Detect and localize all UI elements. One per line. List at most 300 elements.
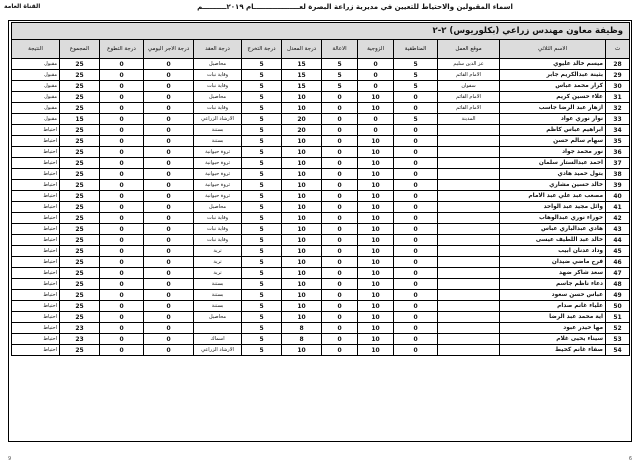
cell-contract: ثروة حيوانية — [194, 191, 242, 202]
cell-dep: 0 — [322, 114, 358, 125]
cell-total: 25 — [60, 169, 100, 180]
channel-label: القناة العامة — [4, 3, 41, 10]
cell-name: خالد عبد اللطيف عيسى — [500, 235, 606, 246]
column-header: موقع العمل — [438, 40, 500, 59]
cell-vol: 0 — [100, 334, 144, 345]
cell-daily: 0 — [144, 268, 194, 279]
cell-total: 25 — [60, 213, 100, 224]
table-row — [12, 147, 630, 158]
cell-grad: 5 — [242, 323, 282, 334]
cell-contract: محاصيل — [194, 92, 242, 103]
cell-n: 45 — [606, 246, 630, 257]
cell-dep: 0 — [322, 202, 358, 213]
cell-contract: ثروة حيوانية — [194, 169, 242, 180]
cell-daily: 0 — [144, 202, 194, 213]
cell-grad: 5 — [242, 224, 282, 235]
cell-avg: 20 — [282, 114, 322, 125]
cell-grad: 5 — [242, 81, 282, 92]
cell-vol: 0 — [100, 290, 144, 301]
cell-result: احتياط — [12, 268, 60, 279]
cell-contract: محاصيل — [194, 312, 242, 323]
cell-daily: 0 — [144, 312, 194, 323]
cell-reg: 0 — [394, 334, 438, 345]
cell-vol: 0 — [100, 70, 144, 81]
cell-contract: تربة — [194, 246, 242, 257]
cell-total: 15 — [60, 114, 100, 125]
cell-result: مقبول — [12, 70, 60, 81]
table-row — [12, 334, 630, 345]
cell-avg: 15 — [282, 81, 322, 92]
cell-site — [438, 345, 500, 356]
table-row — [12, 59, 630, 70]
cell-avg: 10 — [282, 103, 322, 114]
cell-total: 25 — [60, 59, 100, 70]
cell-dep: 0 — [322, 92, 358, 103]
cell-dep: 0 — [322, 334, 358, 345]
cell-contract: ثروة حيوانية — [194, 147, 242, 158]
cell-result: احتياط — [12, 235, 60, 246]
cell-result: احتياط — [12, 301, 60, 312]
cell-result: احتياط — [12, 279, 60, 290]
cell-vol: 0 — [100, 59, 144, 70]
cell-n: 46 — [606, 257, 630, 268]
cell-result: احتياط — [12, 136, 60, 147]
cell-reg: 0 — [394, 290, 438, 301]
cell-n: 47 — [606, 268, 630, 279]
cell-n: 51 — [606, 312, 630, 323]
cell-result: احتياط — [12, 158, 60, 169]
cell-name: ازهار عبد الرضا جاسب — [500, 103, 606, 114]
table-row — [12, 246, 630, 257]
cell-grad: 5 — [242, 290, 282, 301]
table-row — [12, 312, 630, 323]
cell-total: 25 — [60, 180, 100, 191]
cell-site: الامام القائم — [438, 103, 500, 114]
cell-site — [438, 312, 500, 323]
cell-mar: 10 — [358, 257, 394, 268]
cell-vol: 0 — [100, 224, 144, 235]
cell-n: 30 — [606, 81, 630, 92]
cell-avg: 10 — [282, 92, 322, 103]
cell-avg: 15 — [282, 70, 322, 81]
cell-vol: 0 — [100, 345, 144, 356]
cell-total: 25 — [60, 257, 100, 268]
cell-reg: 0 — [394, 136, 438, 147]
cell-reg: 5 — [394, 114, 438, 125]
cell-avg: 10 — [282, 268, 322, 279]
cell-grad: 5 — [242, 136, 282, 147]
cell-site — [438, 279, 500, 290]
cell-n: 40 — [606, 191, 630, 202]
cell-reg: 0 — [394, 224, 438, 235]
cell-total: 25 — [60, 136, 100, 147]
cell-name: سهام سالم حسن — [500, 136, 606, 147]
cell-total: 23 — [60, 334, 100, 345]
cell-reg: 0 — [394, 235, 438, 246]
cell-grad: 5 — [242, 59, 282, 70]
cell-vol: 0 — [100, 213, 144, 224]
cell-site — [438, 191, 500, 202]
cell-avg: 10 — [282, 279, 322, 290]
cell-result: احتياط — [12, 180, 60, 191]
cell-mar: 10 — [358, 334, 394, 345]
cell-total: 25 — [60, 81, 100, 92]
cell-result: احتياط — [12, 345, 60, 356]
cell-reg: 5 — [394, 70, 438, 81]
cell-grad: 5 — [242, 169, 282, 180]
cell-contract: بستنة — [194, 290, 242, 301]
cell-contract: وقاية نبات — [194, 224, 242, 235]
table-row — [12, 169, 630, 180]
cell-total: 25 — [60, 268, 100, 279]
cell-contract: وقاية نبات — [194, 70, 242, 81]
table-row — [12, 103, 630, 114]
cell-mar: 10 — [358, 213, 394, 224]
cell-avg: 10 — [282, 224, 322, 235]
table-row — [12, 224, 630, 235]
page-header — [0, 3, 640, 15]
cell-vol: 0 — [100, 202, 144, 213]
cell-name: خالد حسين مشاري — [500, 180, 606, 191]
column-header: درجة التخرج — [242, 40, 282, 59]
column-header: درجة العقد — [194, 40, 242, 59]
column-headers — [12, 40, 630, 59]
table-row — [12, 191, 630, 202]
cell-grad: 5 — [242, 103, 282, 114]
table-row — [12, 81, 630, 92]
cell-name: احمد عبدالستار سلمان — [500, 158, 606, 169]
cell-reg: 0 — [394, 202, 438, 213]
cell-avg: 10 — [282, 213, 322, 224]
cell-mar: 0 — [358, 59, 394, 70]
cell-total: 25 — [60, 290, 100, 301]
cell-n: 37 — [606, 158, 630, 169]
cell-vol: 0 — [100, 158, 144, 169]
cell-name: كرار محمد عباس — [500, 81, 606, 92]
cell-site — [438, 235, 500, 246]
cell-contract: محاصيل — [194, 59, 242, 70]
cell-mar: 10 — [358, 224, 394, 235]
cell-dep: 0 — [322, 180, 358, 191]
table-row — [12, 70, 630, 81]
table-row — [12, 257, 630, 268]
cell-mar: 10 — [358, 290, 394, 301]
page-number-right: 6 — [628, 456, 632, 462]
cell-avg: 20 — [282, 125, 322, 136]
cell-vol: 0 — [100, 235, 144, 246]
cell-mar: 10 — [358, 136, 394, 147]
cell-name: سيناء يحيى غلام — [500, 334, 606, 345]
cell-contract: ثروة حيوانية — [194, 180, 242, 191]
cell-avg: 10 — [282, 147, 322, 158]
cell-dep: 0 — [322, 246, 358, 257]
cell-name: ابراهيم عباس كاظم — [500, 125, 606, 136]
cell-vol: 0 — [100, 125, 144, 136]
cell-site — [438, 224, 500, 235]
cell-site — [438, 169, 500, 180]
cell-vol: 0 — [100, 103, 144, 114]
cell-n: 29 — [606, 70, 630, 81]
cell-dep: 0 — [322, 235, 358, 246]
cell-grad: 5 — [242, 180, 282, 191]
cell-reg: 0 — [394, 191, 438, 202]
cell-mar: 10 — [358, 202, 394, 213]
cell-total: 25 — [60, 345, 100, 356]
cell-daily: 0 — [144, 81, 194, 92]
cell-site — [438, 290, 500, 301]
cell-mar: 10 — [358, 92, 394, 103]
cell-result: مقبول — [12, 92, 60, 103]
cell-dep: 0 — [322, 268, 358, 279]
cell-dep: 0 — [322, 301, 358, 312]
table-row — [12, 202, 630, 213]
cell-total: 25 — [60, 92, 100, 103]
cell-mar: 10 — [358, 312, 394, 323]
cell-n: 43 — [606, 224, 630, 235]
cell-reg: 0 — [394, 169, 438, 180]
cell-n: 35 — [606, 136, 630, 147]
table-row — [12, 290, 630, 301]
cell-daily: 0 — [144, 279, 194, 290]
cell-daily: 0 — [144, 191, 194, 202]
cell-name: عباس حسن سعود — [500, 290, 606, 301]
cell-dep: 0 — [322, 224, 358, 235]
cell-n: 28 — [606, 59, 630, 70]
cell-vol: 0 — [100, 268, 144, 279]
cell-reg: 0 — [394, 180, 438, 191]
cell-reg: 0 — [394, 301, 438, 312]
cell-name: بتول حميد هادي — [500, 169, 606, 180]
column-header: درجة المعدل — [282, 40, 322, 59]
cell-total: 25 — [60, 103, 100, 114]
cell-total: 25 — [60, 312, 100, 323]
cell-daily: 0 — [144, 114, 194, 125]
cell-result: مقبول — [12, 114, 60, 125]
cell-reg: 0 — [394, 147, 438, 158]
cell-vol: 0 — [100, 114, 144, 125]
cell-n: 38 — [606, 169, 630, 180]
table-row — [12, 125, 630, 136]
cell-mar: 0 — [358, 125, 394, 136]
cell-result: احتياط — [12, 169, 60, 180]
cell-vol: 0 — [100, 246, 144, 257]
cell-total: 25 — [60, 224, 100, 235]
cell-mar: 10 — [358, 301, 394, 312]
cell-dep: 0 — [322, 191, 358, 202]
table-row — [12, 136, 630, 147]
cell-grad: 5 — [242, 191, 282, 202]
cell-daily: 0 — [144, 92, 194, 103]
table-row — [12, 279, 630, 290]
cell-contract: تربة — [194, 257, 242, 268]
cell-result: احتياط — [12, 213, 60, 224]
table-row — [12, 235, 630, 246]
cell-vol: 0 — [100, 279, 144, 290]
cell-reg: 0 — [394, 257, 438, 268]
cell-avg: 10 — [282, 158, 322, 169]
cell-daily: 0 — [144, 59, 194, 70]
cell-reg: 0 — [394, 345, 438, 356]
cell-daily: 0 — [144, 125, 194, 136]
cell-dep: 0 — [322, 136, 358, 147]
cell-grad: 5 — [242, 147, 282, 158]
cell-daily: 0 — [144, 158, 194, 169]
table-title: وظيفة معاون مهندس زراعي (بكلوريوس) ٢-٢ — [12, 23, 630, 40]
cell-avg: 10 — [282, 180, 322, 191]
cell-name: علاء حسين كريم — [500, 92, 606, 103]
cell-site: الامام القائم — [438, 70, 500, 81]
cell-mar: 0 — [358, 114, 394, 125]
cell-n: 34 — [606, 125, 630, 136]
cell-n: 32 — [606, 103, 630, 114]
cell-reg: 0 — [394, 268, 438, 279]
cell-site — [438, 334, 500, 345]
cell-name: مصعب عبد علي عبد الامام — [500, 191, 606, 202]
cell-grad: 5 — [242, 114, 282, 125]
document-title: اسماء المقبولين والاحتياط للتعيين في مديرية زراعة البصرة لعـــــــــــــــــــام ٢٠١٩ــــــــــم — [197, 3, 513, 11]
cell-avg: 10 — [282, 136, 322, 147]
cell-site — [438, 246, 500, 257]
cell-site: الامام القائم — [438, 92, 500, 103]
column-header: درجة التطوع — [100, 40, 144, 59]
cell-site — [438, 257, 500, 268]
cell-total: 25 — [60, 202, 100, 213]
cell-n: 39 — [606, 180, 630, 191]
cell-n: 49 — [606, 290, 630, 301]
column-header: الزوجية — [358, 40, 394, 59]
cell-grad: 5 — [242, 235, 282, 246]
cell-n: 33 — [606, 114, 630, 125]
column-header: ت — [606, 40, 630, 59]
cell-reg: 0 — [394, 103, 438, 114]
cell-dep: 0 — [322, 147, 358, 158]
cell-name: مها حيدر عبود — [500, 323, 606, 334]
cell-vol: 0 — [100, 136, 144, 147]
cell-reg: 5 — [394, 59, 438, 70]
cell-avg: 10 — [282, 169, 322, 180]
column-header: النتيجة — [12, 40, 60, 59]
cell-vol: 0 — [100, 191, 144, 202]
table-row — [12, 301, 630, 312]
cell-contract: الارشاد الزراعي — [194, 114, 242, 125]
cell-site: عز الدين سليم — [438, 59, 500, 70]
cell-site: سفوان — [438, 81, 500, 92]
cell-dep: 0 — [322, 158, 358, 169]
cell-grad: 5 — [242, 301, 282, 312]
cell-vol: 0 — [100, 81, 144, 92]
cell-reg: 0 — [394, 246, 438, 257]
cell-mar: 0 — [358, 81, 394, 92]
cell-mar: 10 — [358, 323, 394, 334]
cell-mar: 10 — [358, 268, 394, 279]
cell-n: 52 — [606, 323, 630, 334]
cell-site — [438, 136, 500, 147]
cell-result: احتياط — [12, 312, 60, 323]
cell-grad: 5 — [242, 345, 282, 356]
cell-avg: 10 — [282, 257, 322, 268]
cell-total: 25 — [60, 191, 100, 202]
cell-dep: 0 — [322, 213, 358, 224]
cell-total: 25 — [60, 158, 100, 169]
cell-vol: 0 — [100, 301, 144, 312]
cell-grad: 5 — [242, 334, 282, 345]
cell-result: احتياط — [12, 202, 60, 213]
cell-vol: 0 — [100, 180, 144, 191]
cell-dep: 0 — [322, 257, 358, 268]
cell-name: دعاء ناظم جاسم — [500, 279, 606, 290]
cell-daily: 0 — [144, 334, 194, 345]
cell-contract — [194, 323, 242, 334]
page-number-left: 9 — [8, 456, 12, 462]
table-row — [12, 180, 630, 191]
cell-avg: 10 — [282, 246, 322, 257]
cell-avg: 10 — [282, 235, 322, 246]
cell-contract: محاصيل — [194, 202, 242, 213]
cell-name: فرح ماضي ضيدان — [500, 257, 606, 268]
cell-grad: 5 — [242, 92, 282, 103]
cell-total: 25 — [60, 279, 100, 290]
cell-daily: 0 — [144, 136, 194, 147]
cell-dep: 0 — [322, 279, 358, 290]
cell-mar: 10 — [358, 158, 394, 169]
cell-mar: 10 — [358, 279, 394, 290]
cell-daily: 0 — [144, 147, 194, 158]
cell-dep: 5 — [322, 81, 358, 92]
cell-name: صفاء غانم كحيط — [500, 345, 606, 356]
cell-result: احتياط — [12, 323, 60, 334]
cell-name: نوار نوري عواد — [500, 114, 606, 125]
cell-contract: بستنة — [194, 125, 242, 136]
cell-n: 36 — [606, 147, 630, 158]
cell-grad: 5 — [242, 268, 282, 279]
column-header: الاعالة — [322, 40, 358, 59]
cell-site — [438, 213, 500, 224]
cell-name: علياء غانم صدام — [500, 301, 606, 312]
cell-dep: 0 — [322, 345, 358, 356]
cell-result: مقبول — [12, 103, 60, 114]
cell-daily: 0 — [144, 213, 194, 224]
cell-site — [438, 158, 500, 169]
cell-name: نور محمد جواد — [500, 147, 606, 158]
cell-contract: وقاية نبات — [194, 103, 242, 114]
cell-mar: 10 — [358, 191, 394, 202]
cell-name: ميسم خالد عليوي — [500, 59, 606, 70]
cell-n: 41 — [606, 202, 630, 213]
cell-result: احتياط — [12, 191, 60, 202]
cell-grad: 5 — [242, 158, 282, 169]
cell-total: 25 — [60, 70, 100, 81]
cell-site — [438, 180, 500, 191]
cell-daily: 0 — [144, 169, 194, 180]
cell-contract: وقاية نبات — [194, 81, 242, 92]
cell-total: 25 — [60, 125, 100, 136]
cell-avg: 8 — [282, 323, 322, 334]
cell-result: احتياط — [12, 125, 60, 136]
cell-n: 31 — [606, 92, 630, 103]
cell-total: 25 — [60, 301, 100, 312]
cell-daily: 0 — [144, 246, 194, 257]
cell-vol: 0 — [100, 312, 144, 323]
cell-name: بثينة عبدالكريم جابر — [500, 70, 606, 81]
table-row — [12, 345, 630, 356]
cell-avg: 8 — [282, 334, 322, 345]
cell-n: 53 — [606, 334, 630, 345]
cell-site — [438, 268, 500, 279]
cell-daily: 0 — [144, 323, 194, 334]
cell-name: هادي عبدالباري عباس — [500, 224, 606, 235]
cell-contract: تربة — [194, 268, 242, 279]
cell-grad: 5 — [242, 213, 282, 224]
